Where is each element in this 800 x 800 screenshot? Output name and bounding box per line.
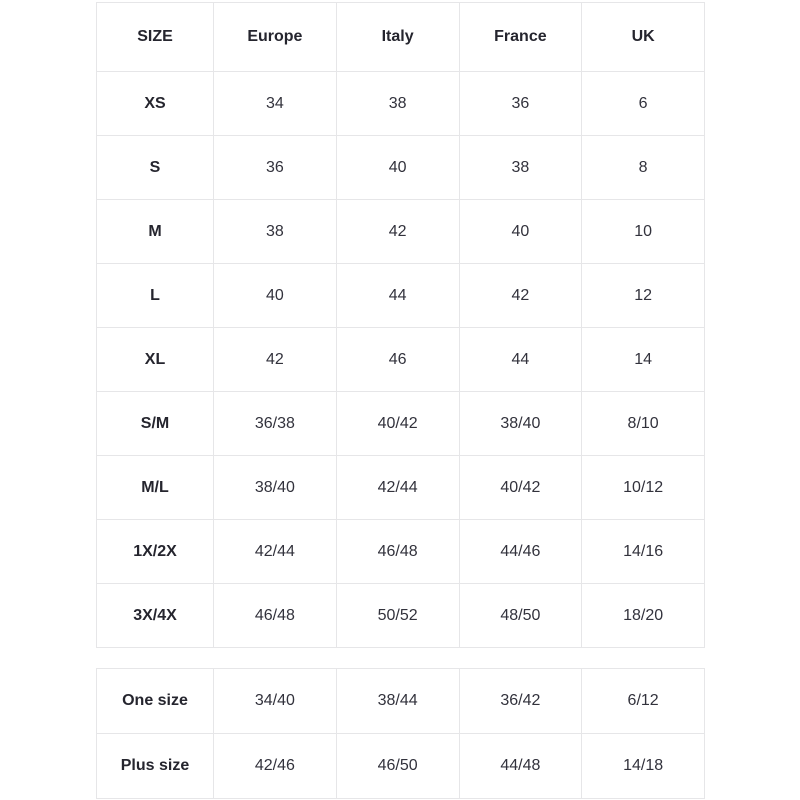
cell-france: 36: [459, 72, 582, 136]
table-header-row: [97, 3, 705, 72]
cell-italy: 50/52: [336, 584, 459, 648]
cell-uk: 6/12: [582, 669, 705, 734]
row-label: S: [97, 136, 214, 200]
cell-europe: 46/48: [214, 584, 337, 648]
cell-uk: 18/20: [582, 584, 705, 648]
table-row: [97, 392, 705, 456]
cell-uk: 12: [582, 264, 705, 328]
cell-france: 44/46: [459, 520, 582, 584]
cell-france: 48/50: [459, 584, 582, 648]
secondary-size-table: [96, 668, 705, 799]
row-label: One size: [97, 669, 214, 734]
column-header-france: France: [459, 3, 582, 72]
cell-uk: 14: [582, 328, 705, 392]
row-label: S/M: [97, 392, 214, 456]
column-header-europe: Europe: [214, 3, 337, 72]
table-row: [97, 456, 705, 520]
cell-france: 40/42: [459, 456, 582, 520]
cell-uk: 14/18: [582, 734, 705, 799]
cell-europe: 38: [214, 200, 337, 264]
cell-italy: 40/42: [336, 392, 459, 456]
cell-uk: 14/16: [582, 520, 705, 584]
cell-france: 38: [459, 136, 582, 200]
cell-italy: 42: [336, 200, 459, 264]
row-label: L: [97, 264, 214, 328]
cell-europe: 40: [214, 264, 337, 328]
table-row: [97, 584, 705, 648]
cell-italy: 46/48: [336, 520, 459, 584]
cell-europe: 34: [214, 72, 337, 136]
row-label: M: [97, 200, 214, 264]
column-header-size: SIZE: [97, 3, 214, 72]
cell-italy: 38: [336, 72, 459, 136]
cell-uk: 8: [582, 136, 705, 200]
table-row: [97, 72, 705, 136]
cell-europe: 34/40: [214, 669, 337, 734]
cell-france: 36/42: [459, 669, 582, 734]
cell-italy: 42/44: [336, 456, 459, 520]
table-row: [97, 669, 705, 734]
cell-uk: 6: [582, 72, 705, 136]
cell-italy: 46: [336, 328, 459, 392]
column-header-uk: UK: [582, 3, 705, 72]
row-label: 3X/4X: [97, 584, 214, 648]
column-header-italy: Italy: [336, 3, 459, 72]
cell-uk: 10: [582, 200, 705, 264]
main-size-table-body: [97, 72, 705, 648]
table-row: [97, 328, 705, 392]
cell-italy: 40: [336, 136, 459, 200]
row-label: Plus size: [97, 734, 214, 799]
cell-france: 40: [459, 200, 582, 264]
table-row: [97, 520, 705, 584]
row-label: 1X/2X: [97, 520, 214, 584]
table-row: [97, 734, 705, 799]
main-size-table-container: [96, 2, 704, 648]
table-row: [97, 200, 705, 264]
table-row: [97, 264, 705, 328]
cell-france: 44: [459, 328, 582, 392]
cell-italy: 38/44: [336, 669, 459, 734]
secondary-size-table-body: [97, 669, 705, 799]
row-label: M/L: [97, 456, 214, 520]
row-label: XL: [97, 328, 214, 392]
main-size-table-head: [97, 3, 705, 72]
table-row: [97, 136, 705, 200]
cell-europe: 42/44: [214, 520, 337, 584]
cell-france: 38/40: [459, 392, 582, 456]
cell-europe: 42: [214, 328, 337, 392]
cell-europe: 42/46: [214, 734, 337, 799]
secondary-size-table-container: [96, 668, 704, 799]
cell-france: 42: [459, 264, 582, 328]
cell-italy: 46/50: [336, 734, 459, 799]
cell-italy: 44: [336, 264, 459, 328]
cell-france: 44/48: [459, 734, 582, 799]
cell-europe: 36: [214, 136, 337, 200]
cell-europe: 38/40: [214, 456, 337, 520]
row-label: XS: [97, 72, 214, 136]
cell-uk: 10/12: [582, 456, 705, 520]
cell-uk: 8/10: [582, 392, 705, 456]
cell-europe: 36/38: [214, 392, 337, 456]
main-size-table: [96, 2, 705, 648]
